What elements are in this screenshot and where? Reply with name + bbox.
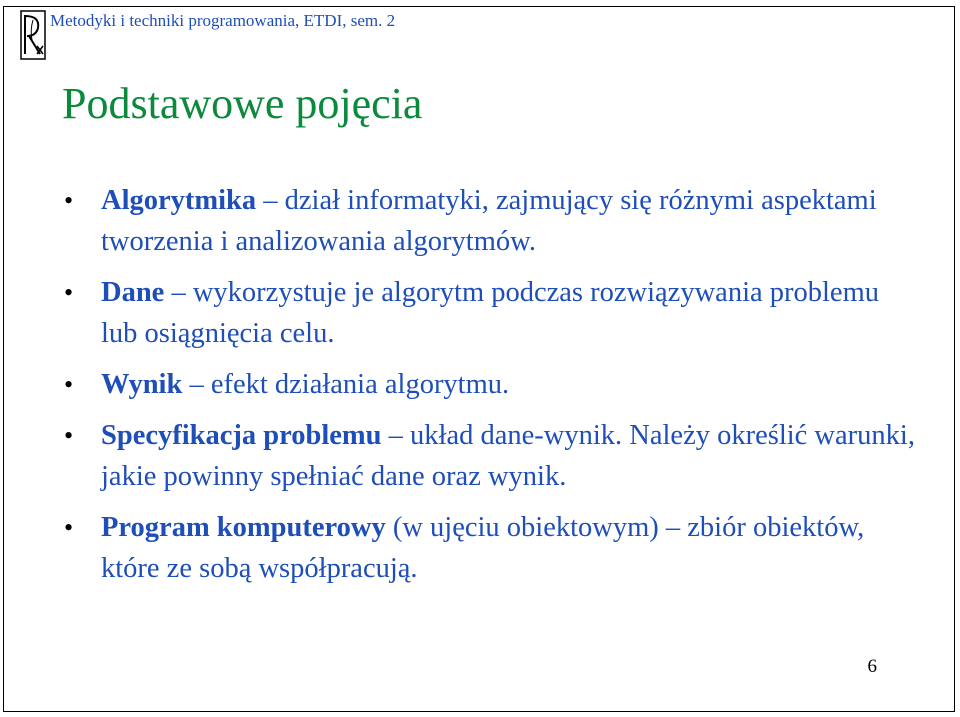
bullet-icon: • [64,370,74,399]
bullet-text: – dział informatyki, zajmujący się różnymi aspektami tworzenia i analizowania algorytmów. [101,185,877,257]
bullet-item [60,272,920,354]
bullet-term: Dane [101,277,165,308]
bullet-text: – wykorzystuje je algorytm podczas rozwiązywania problemu lub osiągnięcia celu. [101,277,879,349]
page-number: 6 [867,656,877,677]
bullet-icon: • [64,278,74,307]
bullet-term: Wynik [101,369,183,400]
bullet-icon: • [64,421,74,450]
bullet-list [60,180,920,599]
bullet-item [60,364,920,405]
bullet-text: (w ujęciu obiektowym) – zbiór obiektów, które ze sobą współpracują. [101,512,865,584]
bullet-icon: • [64,513,74,542]
bullet-term: Program komputerowy [101,512,386,543]
bullet-term: Algorytmika [101,185,257,216]
bullet-text: – układ dane-wynik. Należy określić warunki, jakie powinny spełniać dane oraz wynik. [101,420,915,492]
bullet-icon: • [64,186,74,215]
logo-icon [20,10,46,60]
course-title: Metodyki i techniki programowania, ETDI, sem. 2 [50,11,396,30]
bullet-item [60,415,920,497]
bullet-term: Specyfikacja problemu [101,420,382,451]
bullet-item [60,507,920,589]
bullet-text: – efekt działania algorytmu. [182,369,510,400]
header [20,10,396,66]
slide-title: Podstawowe pojęcia [62,79,423,128]
bullet-item [60,180,920,262]
